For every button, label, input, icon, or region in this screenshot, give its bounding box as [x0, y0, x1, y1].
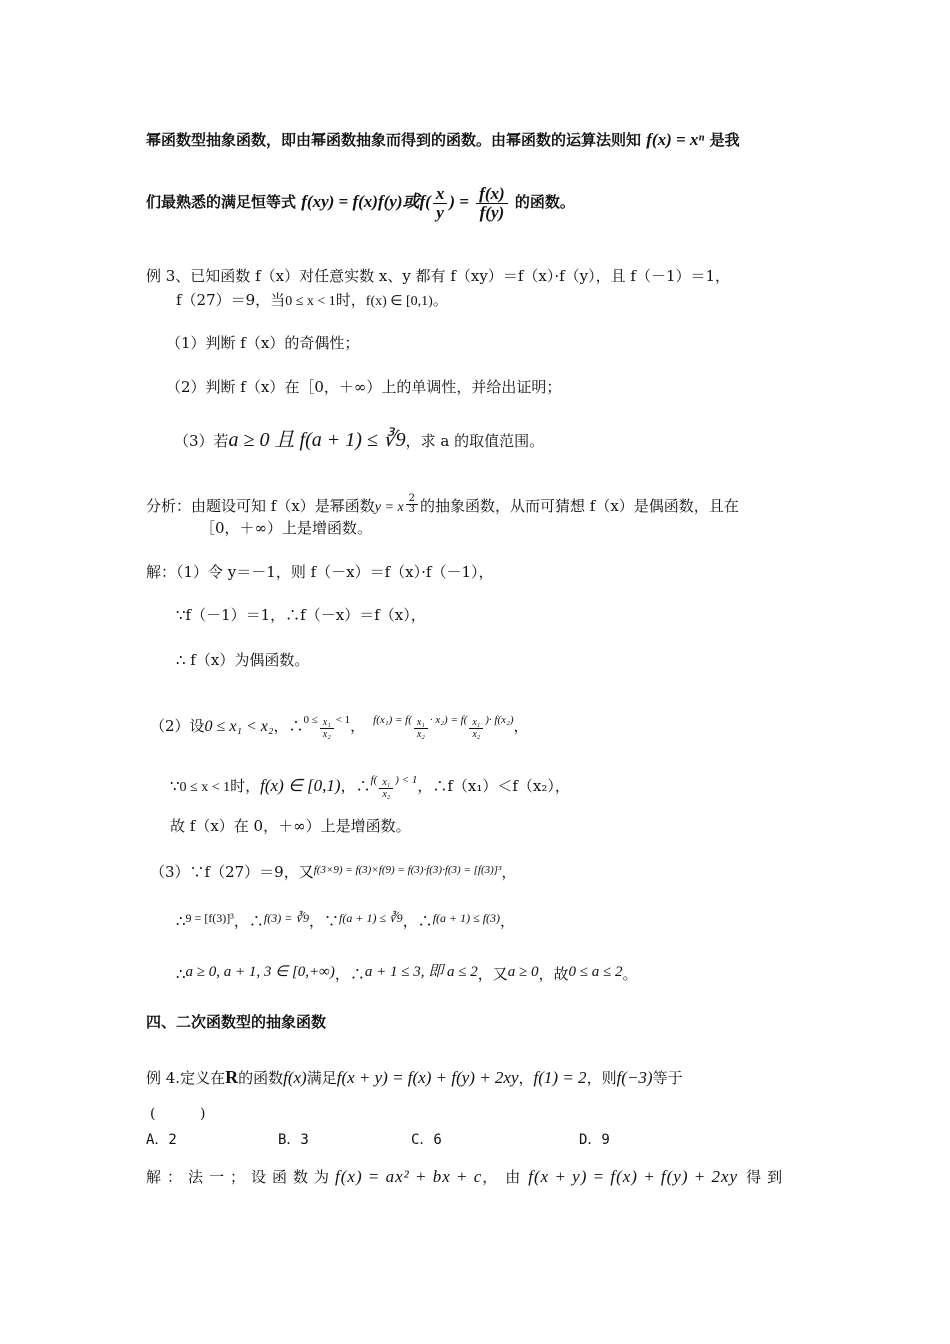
text: f（27）＝9，当 — [176, 291, 286, 309]
solution-3-line3 — [176, 962, 637, 984]
question-3 — [174, 430, 544, 451]
text: ，由 — [482, 1168, 529, 1186]
text: ，∴ — [233, 912, 264, 930]
text: 时， — [230, 777, 261, 795]
formula: a + 1 ≤ 3, 即 a ≤ 2 — [364, 964, 478, 980]
text: 。 — [622, 965, 638, 983]
question-1: （1）判断 f（x）的奇偶性； — [166, 334, 360, 352]
formula: < 1 — [335, 714, 351, 726]
text: 幂函数型抽象函数，即由幂函数抽象而得到的函数。由幂函数的运算法则知 — [146, 131, 642, 149]
text: 的抽象函数，从而可猜想 f（x）是偶函数，且在 — [420, 497, 739, 515]
text: ，则 — [586, 1069, 617, 1087]
formula: f(3) = ∛9 — [263, 911, 309, 925]
fraction: $\frac{\text{x₁}}{\text{x₂}}$ — [320, 717, 334, 740]
question-2: （2）判断 f（x）在［0，＋∞）上的单调性，并给出证明； — [166, 378, 562, 396]
text: ，∴f（x₁）＜f（x₂）， — [417, 777, 570, 795]
solution-1-line3: ∴ f（x）为偶函数。 — [176, 651, 310, 669]
text: ，求 a 的取值范围。 — [405, 432, 545, 450]
formula: ) = — [449, 192, 469, 211]
solution-2-line1 — [150, 700, 529, 747]
text: ，∴ — [334, 965, 365, 983]
text: ∴ — [176, 965, 186, 983]
formula: f(a + 1) ≤ f(3) — [432, 911, 501, 925]
solution-3-line2 — [176, 908, 515, 931]
formula: f(x) ∈ [0,1) — [260, 776, 341, 795]
example4-line1 — [146, 1067, 683, 1088]
formula: 0 ≤ x < 1 — [285, 294, 336, 309]
text: 的函数 — [238, 1069, 284, 1087]
formula: 0 ≤ a ≤ 2 — [568, 964, 623, 980]
text: 是我 — [709, 131, 740, 149]
formula: f(3×9) = f(3)×f(9) = f(3)·f(3)·f(3) = [f(3)]³ — [313, 864, 502, 876]
solution-1-line1: 解：（1）令 y＝－1，则 f（－x）＝f（x）·f（－1）， — [146, 563, 494, 581]
fraction: $\frac{x}{y}$ — [433, 185, 448, 222]
text: ，故 — [538, 965, 569, 983]
text: ， — [500, 912, 516, 930]
formula: f( — [370, 774, 378, 786]
option-a: A．2 — [146, 1132, 177, 1148]
formula: 0 ≤ — [303, 714, 318, 726]
text: ，∵ — [309, 912, 340, 930]
formula: f(x) = xⁿ — [646, 130, 705, 149]
formula: ) < 1 — [395, 774, 418, 786]
formula: f(x) = ax² + bx + c — [335, 1167, 483, 1186]
fraction: $\frac{\text{x₁}}{\text{x₂}}$ — [469, 717, 483, 740]
text: 。 — [432, 291, 448, 309]
formula: f(xy) = f(x)f(y)或f( — [301, 192, 431, 211]
formula: )· f(x₂) — [485, 714, 514, 726]
example3-line1: 例 3、已知函数 f（x）对任意实数 x、y 都有 f（xy）＝f（x）·f（y），且 f（－1）＝1， — [146, 267, 731, 285]
formula: f(x₁) = f( — [373, 714, 412, 726]
answer-paren: ( ) — [150, 1106, 206, 1122]
text: ∴ — [176, 912, 186, 930]
text: （2）设 — [150, 717, 205, 735]
solution-2-line2 — [170, 760, 570, 808]
text: 时， — [335, 291, 366, 309]
para-power-intro — [146, 130, 740, 150]
formula: R — [225, 1067, 239, 1087]
formula: a ≥ 0 且 f(a + 1) ≤ ∛9 — [228, 429, 406, 451]
para-identity — [146, 180, 575, 224]
formula: f(−3) — [616, 1068, 653, 1087]
analysis-line1 — [146, 494, 739, 518]
text: 满足 — [306, 1069, 337, 1087]
text: 分析：由题设可知 f（x）是幂函数 — [146, 497, 375, 515]
text: 的函数。 — [514, 193, 575, 211]
formula: f(x + y) = f(x) + f(y) + 2xy — [336, 1068, 519, 1087]
text: ， — [501, 863, 517, 881]
exponent: $\frac{2}{3}$ — [406, 494, 418, 515]
option-c: C．6 — [411, 1132, 442, 1148]
formula: a ≥ 0, a + 1, 3 ∈ [0,+∞) — [185, 964, 335, 980]
text: 解：法一；设函数为 — [146, 1168, 336, 1186]
example4-solution-line1 — [146, 1167, 788, 1187]
formula: f(x + y) = f(x) + f(y) + 2xy — [528, 1167, 739, 1186]
example3-line2 — [176, 290, 448, 312]
text: ，∴ — [340, 777, 371, 795]
formula: f(a + 1) ≤ ∛9 — [339, 911, 403, 925]
text: 们最熟悉的满足恒等式 — [146, 193, 297, 211]
text: （3）若 — [174, 432, 229, 450]
text: ，∴ — [273, 717, 304, 735]
section-heading-4: 四、二次函数型的抽象函数 — [146, 1013, 327, 1031]
solution-3-line1 — [150, 860, 516, 882]
text: ， — [513, 717, 529, 735]
text: ，又 — [477, 965, 508, 983]
formula: f(x) ∈ [0,1) — [365, 294, 433, 309]
formula: f(x) — [283, 1068, 307, 1087]
solution-1-line2: ∵f（－1）＝1，∴f（－x）＝f（x）， — [176, 606, 426, 624]
text: （3）∵f（27）＝9，又 — [150, 863, 314, 881]
formula: 9 = [f(3)]³ — [185, 911, 234, 925]
option-d: D．9 — [579, 1132, 610, 1148]
fraction: $\frac{f(x)}{f(y)}$ — [476, 185, 507, 222]
fraction: $\frac{\text{x₁}}{\text{x₂}}$ — [379, 777, 393, 800]
text: 得到 — [746, 1168, 789, 1186]
option-b: B．3 — [278, 1132, 309, 1148]
formula: y = x — [374, 500, 404, 515]
text: 等于 — [652, 1069, 683, 1087]
solution-2-line3: 故 f（x）在 0，＋∞）上是增函数。 — [170, 817, 411, 835]
formula: 0 ≤ x₁ < x₂ — [204, 718, 274, 735]
text: ， — [350, 717, 366, 735]
fraction: $\frac{\text{x₁}}{\text{x₂}}$ — [414, 717, 428, 740]
text: 例 4.定义在 — [146, 1069, 226, 1087]
text: ，∴ — [402, 912, 433, 930]
analysis-line2: ［0，＋∞）上是增函数。 — [200, 519, 373, 537]
formula: 0 ≤ x < 1 — [179, 780, 231, 795]
formula: · x₂) = f( — [429, 714, 468, 726]
text: ， — [518, 1069, 534, 1087]
formula: f(1) = 2 — [533, 1068, 587, 1087]
formula: a ≥ 0 — [507, 964, 539, 980]
text: ∵ — [170, 777, 180, 795]
